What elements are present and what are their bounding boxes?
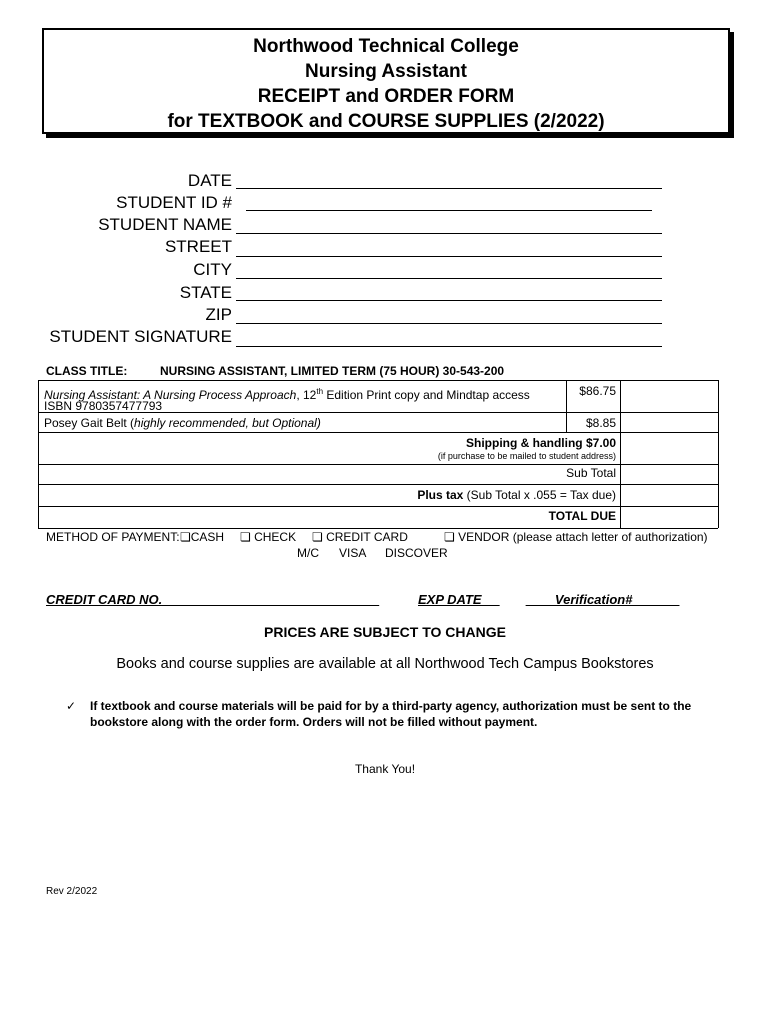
total-amount-cell[interactable] [621,507,717,528]
signature-line[interactable] [236,346,662,347]
table-border-left [38,380,39,528]
third-party-text: If textbook and course materials will be paid for by a third-party agency, authorization must be sent to the bookstore along with the order form. Orders will not be filled without payment. [90,699,692,729]
table-border-bottom [38,528,718,529]
table-row-divider [38,506,718,507]
state-label: STATE [179,283,232,302]
city-line[interactable] [236,278,662,279]
student-name-field [40,214,232,236]
zip-field [40,304,232,326]
cash-checkbox[interactable]: ❏CASH [180,530,225,544]
form-subtitle: for TEXTBOOK and COURSE SUPPLIES (2/2022) [167,111,605,132]
gait-belt-amount-cell[interactable] [621,413,717,432]
shipping-note: (if purchase to be mailed to student address) [437,451,616,461]
student-id-field [40,192,232,214]
card-type-discover[interactable]: DISCOVER [385,546,448,560]
item-gait-belt-price: $8.85 [585,416,616,430]
table-row-divider [38,484,718,485]
program-name: Nursing Assistant [305,61,467,82]
subtotal-label: Sub Total [566,466,616,480]
title-box [42,28,730,134]
form-title: RECEIPT and ORDER FORM [257,86,515,107]
signature-label: STUDENT SIGNATURE [49,327,232,346]
shipping-label: Shipping & handling $7.00 [465,436,616,450]
city-field [40,259,232,281]
card-type-visa[interactable]: VISA [339,546,367,560]
date-line[interactable] [236,188,662,189]
exp-date-field[interactable]: EXP DATE __ [418,592,500,607]
credit-card-checkbox[interactable]: ❏ CREDIT CARD [312,530,408,544]
vendor-checkbox[interactable]: ❏ VENDOR (please attach letter of authorization) [444,530,708,544]
payment-method-label: METHOD OF PAYMENT: [46,530,180,544]
thank-you-text: Thank You! [354,762,416,776]
total-due-label: TOTAL DUE [548,509,616,523]
street-label: STREET [164,237,232,256]
student-name-line[interactable] [236,233,662,234]
revision-text: Rev 2/2022 [46,886,98,897]
state-field [40,282,232,304]
date-field [40,170,232,192]
city-label: CITY [193,260,232,279]
class-title [46,364,505,378]
prices-note: PRICES ARE SUBJECT TO CHANGE [264,624,506,640]
price-col-divider [566,412,567,432]
signature-field [40,326,232,348]
order-table [38,380,718,528]
class-title-value: NURSING ASSISTANT, LIMITED TERM (75 HOUR) 30-543-200 [160,364,505,378]
verification-field[interactable]: ____Verification#__ ____ [526,592,680,607]
checkmark-icon: ✓ [66,699,77,713]
table-row-divider [38,464,718,465]
shipping-amount-cell[interactable] [621,433,717,464]
bookstore-note: Books and course supplies are available at all Northwood Tech Campus Bookstores [116,656,654,672]
table-row-divider [38,432,718,433]
textbook-amount-cell[interactable] [621,381,717,412]
zip-label: ZIP [205,305,232,324]
price-col-divider [566,380,567,412]
street-field [40,236,232,258]
item-gait-belt-description: Posey Gait Belt (highly recommended, but Optional) [44,416,321,430]
state-line[interactable] [236,300,662,301]
item-textbook-price: $86.75 [579,384,616,398]
table-border-top [38,380,718,381]
plus-tax-label: Plus tax (Sub Total x .055 = Tax due) [417,488,616,502]
zip-line[interactable] [236,323,662,324]
check-checkbox[interactable]: ❏ CHECK [240,530,297,544]
street-line[interactable] [236,256,662,257]
card-type-mc[interactable]: M/C [297,546,319,560]
student-id-line[interactable] [246,210,652,211]
item-textbook-isbn: ISBN 9780357477793 [44,399,163,413]
table-border-right [718,380,719,528]
tax-amount-cell[interactable] [621,485,717,506]
subtotal-amount-cell[interactable] [621,465,717,484]
class-title-label: CLASS TITLE: [46,364,128,378]
student-id-label: STUDENT ID # [116,193,232,212]
item-textbook-description: Nursing Assistant: A Nursing Process Approach, 12th Edition Print copy and Mindtap access [44,387,530,402]
credit-card-number-field[interactable]: CREDIT CARD NO.______________________________ [46,592,380,607]
student-name-label: STUDENT NAME [98,215,232,234]
date-label: DATE [187,171,232,190]
college-name: Northwood Technical College [253,36,519,57]
